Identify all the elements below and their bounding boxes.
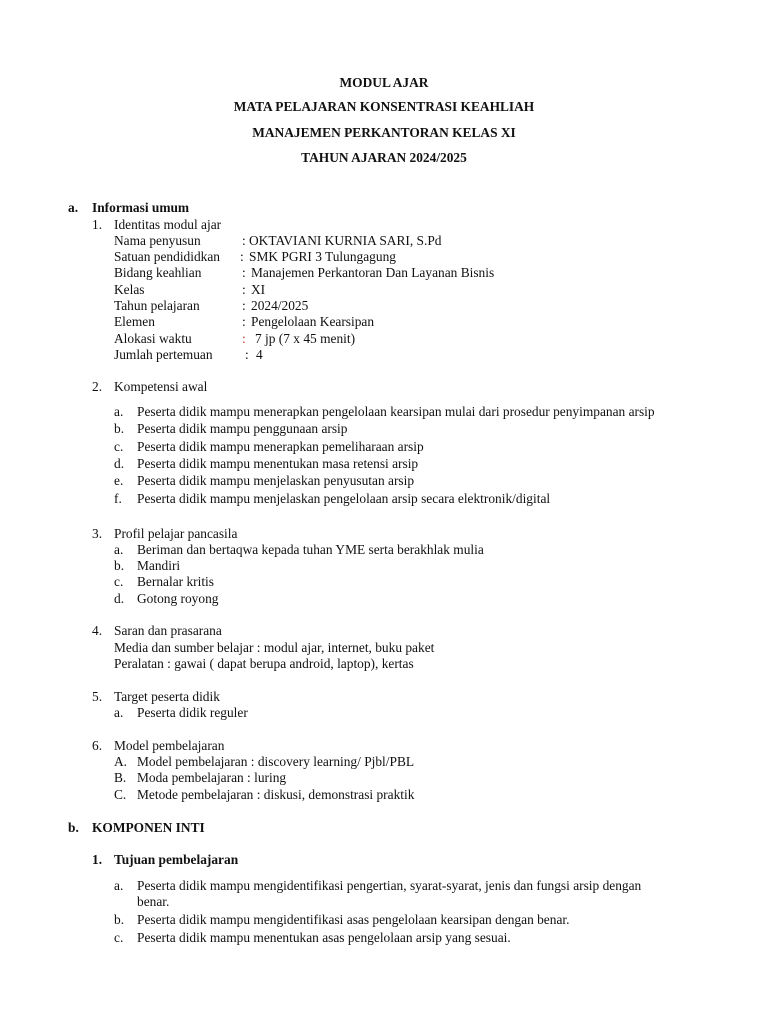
- identitas-value: 2024/2025: [251, 298, 309, 313]
- identitas-heading: Identitas modul ajar: [114, 217, 222, 232]
- list-marker: b.: [114, 421, 125, 436]
- identitas-separator: :: [242, 282, 246, 297]
- identitas-separator: :: [242, 298, 246, 313]
- list-marker: f.: [114, 491, 122, 506]
- list-item: Peserta didik mampu menentukan asas pengelolaan arsip yang sesuai.: [137, 930, 511, 945]
- list-item: Beriman dan bertaqwa kepada tuhan YME serta berakhlak mulia: [137, 542, 484, 557]
- identitas-label: Satuan pendididkan: [114, 249, 220, 264]
- kompetensi-heading: Kompetensi awal: [114, 379, 208, 394]
- list-item: Peserta didik reguler: [137, 705, 248, 720]
- list-item: Peserta didik mampu penggunaan arsip: [137, 421, 348, 436]
- identitas-value: Pengelolaan Kearsipan: [251, 314, 375, 329]
- list-marker: c.: [114, 930, 124, 945]
- section-b-heading: KOMPONEN INTI: [92, 820, 205, 835]
- list-item: Moda pembelajaran : luring: [137, 770, 287, 785]
- identitas-value: XI: [251, 282, 266, 297]
- identitas-separator: :: [242, 265, 246, 280]
- list-item: Metode pembelajaran : diskusi, demonstrasi praktik: [137, 787, 415, 802]
- kompetensi-number: 2.: [92, 379, 103, 394]
- identitas-separator: :: [245, 347, 249, 362]
- list-marker: e.: [114, 473, 124, 488]
- model-heading: Model pembelajaran: [114, 738, 225, 753]
- identitas-value: 4: [256, 347, 263, 362]
- list-marker: d.: [114, 591, 125, 606]
- section-b-marker: b.: [68, 820, 79, 835]
- list-item: Bernalar kritis: [137, 574, 214, 589]
- sarana-heading: Saran dan prasarana: [114, 623, 222, 638]
- list-marker: A.: [114, 754, 128, 769]
- list-marker: B.: [114, 770, 127, 785]
- tujuan-number: 1.: [92, 852, 103, 867]
- list-marker: b.: [114, 912, 125, 927]
- list-marker: a.: [114, 404, 124, 419]
- list-marker: c.: [114, 439, 124, 454]
- tujuan-heading: Tujuan pembelajaran: [114, 852, 239, 867]
- list-item: Peserta didik mampu menerapkan pemeliharaan arsip: [137, 439, 424, 454]
- sarana-number: 4.: [92, 623, 103, 638]
- list-item: Model pembelajaran : discovery learning/ Pjbl/PBL: [137, 754, 415, 769]
- identitas-separator: :: [240, 249, 244, 264]
- list-item: Mandiri: [137, 558, 181, 573]
- identitas-label: Kelas: [114, 282, 145, 297]
- list-marker: C.: [114, 787, 127, 802]
- identitas-separator: :: [242, 314, 246, 329]
- list-marker: a.: [114, 878, 124, 893]
- identitas-value: 7 jp (7 x 45 menit): [255, 331, 356, 346]
- list-marker: a.: [114, 705, 124, 720]
- list-item: Peserta didik mampu mengidentifikasi pengertian, syarat-syarat, jenis dan fungsi arsip dengan: [137, 878, 642, 893]
- list-item: Peserta didik mampu mengidentifikasi asas pengelolaan kearsipan dengan benar.: [137, 912, 570, 927]
- title-line-3: MANAJEMEN PERKANTORAN KELAS XI: [252, 125, 516, 140]
- title-line-2: MATA PELAJARAN KONSENTRASI KEAHLIAH: [233, 99, 535, 114]
- title-line-4: TAHUN AJARAN 2024/2025: [301, 150, 467, 165]
- list-item: Peserta didik mampu menjelaskan pengelolaan arsip secara elektronik/digital: [137, 491, 551, 506]
- title-line-1: MODUL AJAR: [339, 75, 429, 90]
- list-marker: b.: [114, 558, 125, 573]
- list-item-continuation: benar.: [137, 894, 170, 909]
- identitas-value: OKTAVIANI KURNIA SARI, S.Pd: [249, 233, 442, 248]
- identitas-separator: :: [242, 331, 246, 346]
- identitas-label: Elemen: [114, 314, 155, 329]
- sarana-line: Peralatan : gawai ( dapat berupa android, laptop), kertas: [114, 656, 414, 671]
- identitas-label: Nama penyusun: [114, 233, 201, 248]
- identitas-separator: :: [242, 233, 246, 248]
- section-a-marker: a.: [68, 200, 79, 215]
- list-item: Peserta didik mampu menerapkan pengelolaan kearsipan mulai dari prosedur penyimpanan arsip: [137, 404, 655, 419]
- target-number: 5.: [92, 689, 103, 704]
- profil-number: 3.: [92, 526, 103, 541]
- identitas-label: Bidang keahlian: [114, 265, 202, 280]
- list-item: Peserta didik mampu menentukan masa retensi arsip: [137, 456, 419, 471]
- identitas-value: SMK PGRI 3 Tulungagung: [249, 249, 396, 264]
- list-item: Peserta didik mampu menjelaskan penyusutan arsip: [137, 473, 415, 488]
- identitas-label: Jumlah pertemuan: [114, 347, 213, 362]
- target-heading: Target peserta didik: [114, 689, 220, 704]
- profil-heading: Profil pelajar pancasila: [114, 526, 238, 541]
- identitas-value: Manajemen Perkantoran Dan Layanan Bisnis: [251, 265, 495, 280]
- model-number: 6.: [92, 738, 103, 753]
- list-item: Gotong royong: [137, 591, 219, 606]
- list-marker: c.: [114, 574, 124, 589]
- identitas-label: Tahun pelajaran: [114, 298, 200, 313]
- identitas-label: Alokasi waktu: [114, 331, 192, 346]
- identitas-number: 1.: [92, 217, 103, 232]
- sarana-line: Media dan sumber belajar : modul ajar, internet, buku paket: [114, 640, 435, 655]
- list-marker: a.: [114, 542, 124, 557]
- list-marker: d.: [114, 456, 125, 471]
- section-a-heading: Informasi umum: [92, 200, 190, 215]
